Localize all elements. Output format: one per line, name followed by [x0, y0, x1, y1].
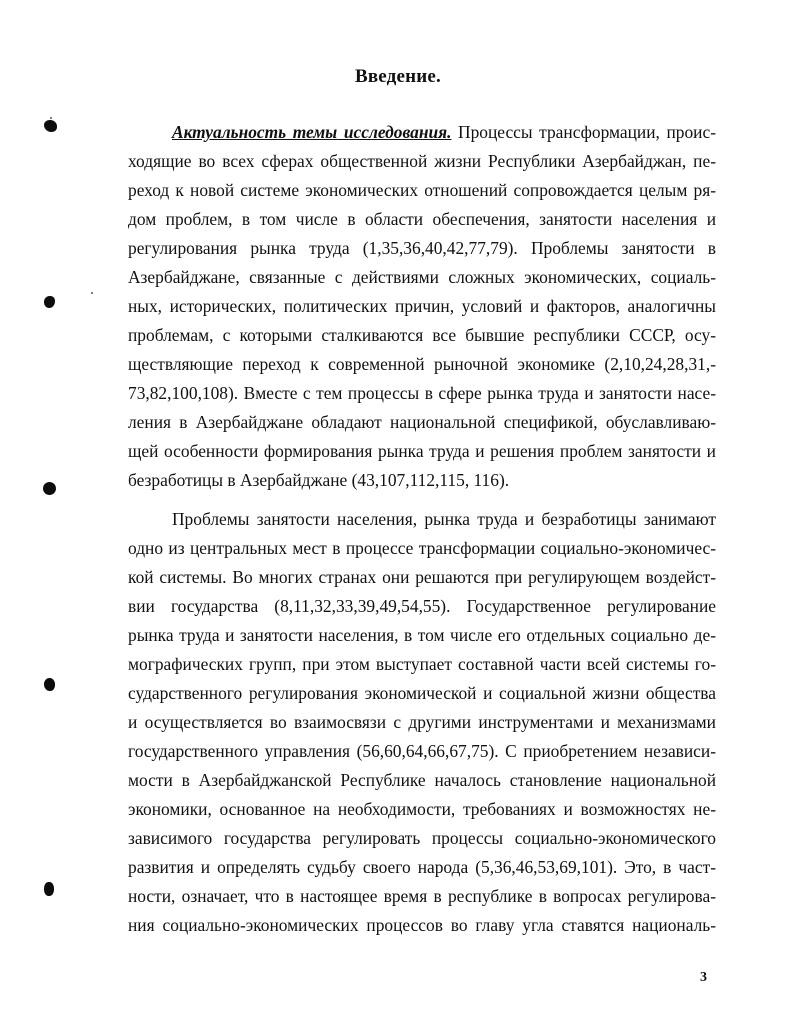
text-line: дом проблем, в том числе в области обеспечения, занятости населения и	[128, 209, 716, 229]
text-line: государственного управления (56,60,64,66,67,75). С приобретением независи-	[128, 741, 716, 761]
text-line: мости в Азербайджанской Республике началось становление национальной	[128, 770, 716, 790]
text-line: регулирования рынка труда (1,35,36,40,42,77,79). Проблемы занятости в	[128, 238, 716, 258]
text-line: безработицы в Азербайджане (43,107,112,115, 116).	[128, 470, 510, 490]
lead-heading: Актуальность темы исследования.	[172, 122, 452, 142]
text-line-rest: Проблемы занятости населения, рынка труда и безработицы занимают	[172, 509, 716, 529]
scan-speck	[91, 292, 93, 294]
paragraph-employment-problems	[128, 505, 716, 940]
punch-hole-mark	[44, 120, 57, 132]
text-line: кой системы. Во многих странах они решаются при регулирующем воздейст-	[128, 567, 716, 587]
scan-speck	[50, 117, 52, 119]
text-line: мографических групп, при этом выступает составной части всей системы го-	[128, 654, 716, 674]
text-line: развития и определять судьбу своего народа (5,36,46,53,69,101). Это, в част-	[128, 857, 716, 877]
page-number: 3	[700, 970, 707, 985]
text-line: ности, означает, что в настоящее время в республике в вопросах регулирова-	[128, 886, 716, 906]
text-line: ных, исторических, политических причин, условий и факторов, аналогичны	[128, 296, 716, 316]
text-line: вии государства (8,11,32,33,39,49,54,55). Государственное регулирование	[128, 596, 716, 616]
punch-hole-mark	[44, 296, 55, 308]
text-line: зависимого государства регулировать процессы социально-экономического	[128, 828, 716, 848]
text-line-rest: Процессы трансформации, проис-	[451, 122, 716, 142]
text-line: ществляющие переход к современной рыночной экономике (2,10,24,28,31,-	[128, 354, 716, 374]
punch-hole-mark	[44, 882, 54, 896]
punch-hole-mark	[44, 678, 55, 691]
text-line: проблемам, с которыми сталкиваются все бывшие республики СССР, осу-	[128, 325, 716, 345]
text-line	[128, 505, 716, 534]
text-line: ления в Азербайджане обладают национальной спецификой, обуславливаю-	[128, 412, 716, 432]
text-line: щей особенности формирования рынка труда и решения проблем занятости и	[128, 441, 716, 461]
text-line: ходящие во всех сферах общественной жизни Республики Азербайджан, пе-	[128, 151, 716, 171]
text-line: одно из центральных мест в процессе трансформации социально-экономичес-	[128, 538, 716, 558]
text-line: Азербайджане, связанные с действиями сложных экономических, социаль-	[128, 267, 716, 287]
paragraph-relevance	[128, 118, 716, 495]
punch-hole-mark	[43, 482, 56, 495]
text-line: ния социально-экономических процессов во главу угла ставятся националь-	[128, 915, 716, 935]
text-line: сударственного регулирования экономической и социальной жизни общества	[128, 683, 716, 703]
text-line: и осуществляется во взаимосвязи с другими инструментами и механизмами	[128, 712, 716, 732]
page-title: Введение.	[354, 66, 442, 87]
text-line: экономики, основанное на необходимости, требованиях и возможностях не-	[128, 799, 716, 819]
text-line: 73,82,100,108). Вместе с тем процессы в сфере рынка труда и занятости насе-	[128, 383, 716, 403]
text-line: рынка труда и занятости населения, в том числе его отдельных социально де-	[128, 625, 716, 645]
text-line: реход к новой системе экономических отношений сопровождается целым ря-	[128, 180, 716, 200]
text-line	[128, 118, 716, 147]
